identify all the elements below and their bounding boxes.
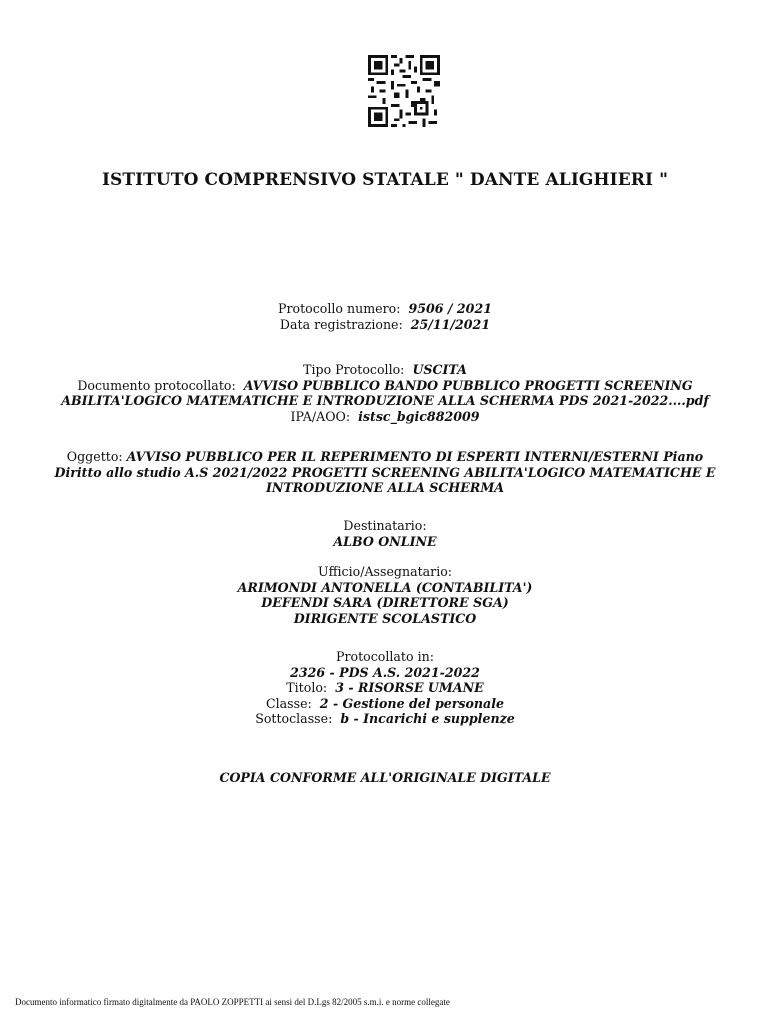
institute-title: ISTITUTO COMPRENSIVO STATALE " DANTE ALIGHIERI " bbox=[101, 170, 669, 190]
certified-copy-block bbox=[40, 770, 730, 786]
recipient-label: Destinatario: bbox=[343, 518, 427, 533]
ipa-aoo-label: IPA/AOO: bbox=[290, 408, 351, 424]
registration-date-value: 25/11/2021 bbox=[410, 316, 491, 332]
office-label: Ufficio/Assegnatario: bbox=[317, 564, 453, 579]
subject-line-3 bbox=[30, 480, 740, 496]
folder-value: 2326 - PDS A.S. 2021-2022 bbox=[290, 664, 480, 680]
document-line-2 bbox=[40, 393, 730, 409]
filed-in-label: Protocollato in: bbox=[336, 649, 434, 664]
subclass-line bbox=[40, 711, 730, 727]
registration-date-line bbox=[40, 317, 730, 333]
assignee-item: ARIMONDI ANTONELLA (CONTABILITA') bbox=[237, 579, 533, 595]
subclass-label: Sottoclasse: bbox=[255, 711, 333, 727]
class-line bbox=[40, 696, 730, 712]
subject-line-1 bbox=[30, 449, 740, 465]
document-value-1: AVVISO PUBBLICO BANDO PUBBLICO PROGETTI SCREENING bbox=[243, 377, 693, 393]
class-value: 2 - Gestione del personale bbox=[319, 695, 505, 711]
subject-label: Oggetto: bbox=[66, 449, 123, 464]
protocol-type-block bbox=[40, 362, 730, 424]
title-value: 3 - RISORSE UMANE bbox=[335, 680, 484, 696]
subject-block bbox=[30, 449, 740, 496]
digital-signature-footer: Documento informatico firmato digitalmente da PAOLO ZOPPETTI ai sensi del D.Lgs 82/2005 s.m.i. e norme collegate bbox=[15, 997, 450, 1007]
assignee-item: DEFENDI SARA (DIRETTORE SGA) bbox=[261, 595, 509, 611]
class-label: Classe: bbox=[265, 695, 312, 711]
protocol-type-label: Tipo Protocollo: bbox=[303, 362, 405, 377]
recipient-value: ALBO ONLINE bbox=[333, 533, 437, 549]
title-line bbox=[40, 680, 730, 696]
subclass-value: b - Incarichi e supplenze bbox=[340, 711, 515, 727]
document-label: Documento protocollato: bbox=[77, 377, 236, 393]
ipa-aoo-value: istsc_bgic882009 bbox=[358, 408, 480, 424]
subject-value-2: Diritto allo studio A.S 2021/2022 PROGETTI SCREENING ABILITA'LOGICO MATEMATICHE E bbox=[54, 464, 716, 480]
subject-line-2 bbox=[30, 465, 740, 481]
document-line-1 bbox=[40, 378, 730, 394]
title-label: Titolo: bbox=[286, 680, 328, 696]
protocol-number-block bbox=[40, 301, 730, 332]
certified-copy-text: COPIA CONFORME ALL'ORIGINALE DIGITALE bbox=[219, 770, 551, 785]
ipa-aoo-line bbox=[40, 409, 730, 425]
document-value-2: ABILITA'LOGICO MATEMATICHE E INTRODUZIONE ALLA SCHERMA PDS 2021-2022....pdf bbox=[61, 393, 709, 409]
qr-code-icon bbox=[367, 55, 441, 127]
subject-value-3: INTRODUZIONE ALLA SCHERMA bbox=[265, 480, 505, 496]
recipient-block bbox=[40, 518, 730, 549]
protocol-number-line bbox=[40, 301, 730, 317]
protocol-number-value: 9506 / 2021 bbox=[408, 301, 492, 316]
assignee-item: DIRIGENTE SCOLASTICO bbox=[293, 610, 477, 626]
filed-in-block bbox=[40, 649, 730, 727]
office-block bbox=[40, 564, 730, 626]
protocol-number-label: Protocollo numero: bbox=[278, 301, 401, 316]
registration-date-label: Data registrazione: bbox=[279, 316, 403, 332]
protocol-type-value: USCITA bbox=[412, 362, 467, 377]
subject-value-1: AVVISO PUBBLICO PER IL REPERIMENTO DI ESPERTI INTERNI/ESTERNI Piano bbox=[126, 449, 704, 464]
protocol-type-line bbox=[40, 362, 730, 378]
